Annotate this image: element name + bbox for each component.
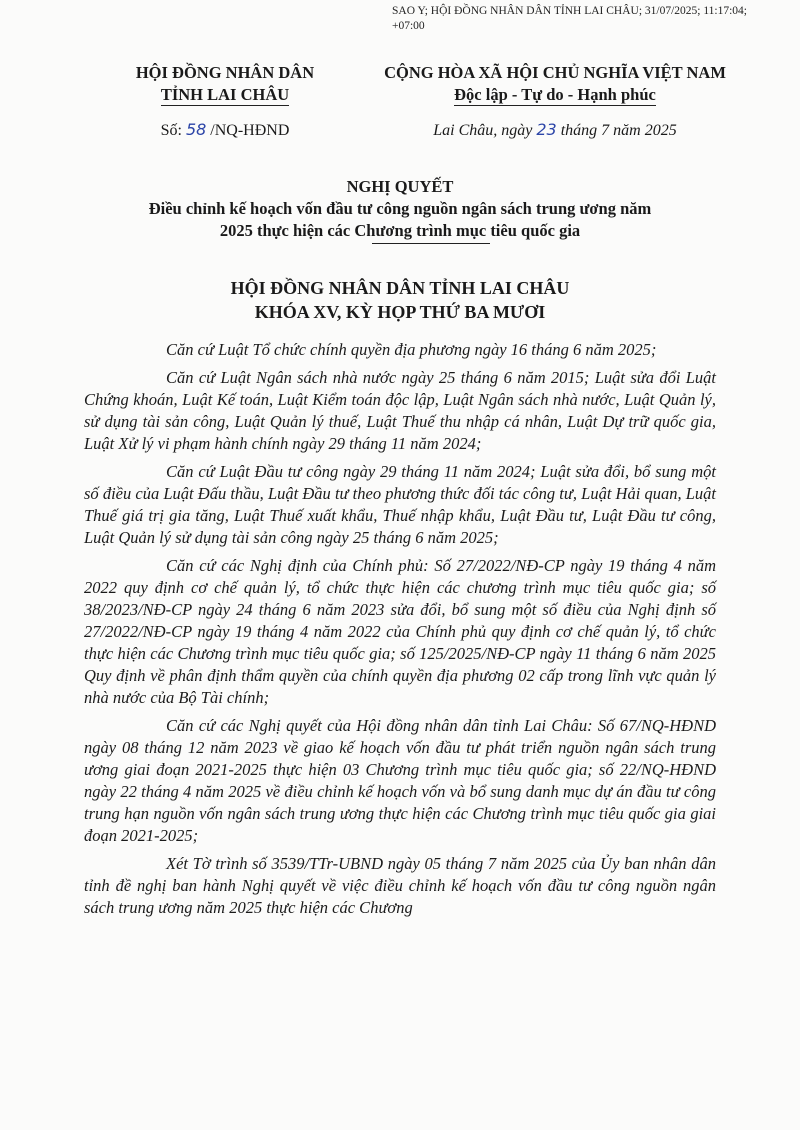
stamp-line-1: SAO Y; HỘI ĐỒNG NHÂN DÂN TỈNH LAI CHÂU; 31/07/2025; 11:17:04; bbox=[392, 5, 748, 17]
council-name: HỘI ĐỒNG NHÂN DÂN TỈNH LAI CHÂU bbox=[230, 278, 570, 298]
place-and-date bbox=[345, 120, 765, 140]
legal-basis-paragraph: Căn cứ Luật Tổ chức chính quyền địa phương ngày 16 tháng 6 năm 2025; bbox=[166, 340, 657, 359]
issuing-organization bbox=[100, 62, 350, 106]
document-number bbox=[100, 120, 350, 140]
organization-province: TỈNH LAI CHÂU bbox=[160, 85, 290, 104]
document-type: NGHỊ QUYẾT bbox=[346, 177, 454, 196]
council-session: KHÓA XV, KỲ HỌP THỨ BA MƯƠI bbox=[254, 302, 546, 322]
number-suffix: /NQ-HĐND bbox=[210, 122, 290, 139]
document-body bbox=[84, 339, 716, 925]
subtitle-line-2: 2025 thực hiện các Chương trình mục tiêu quốc gia bbox=[219, 221, 581, 240]
digital-copy-stamp bbox=[392, 4, 796, 34]
handwritten-day: 23 bbox=[536, 120, 557, 139]
legal-basis-paragraph: Căn cứ Luật Đầu tư công ngày 29 tháng 11 năm 2024; Luật sửa đổi, bổ sung một số điều của Luật Đấu thầu, Luật Đầu tư theo phương thức đối tác công tư, Luật Hải quan, Luật Thuế giá trị gia tăng, Luật Thuế xuất khẩu, Thuế nhập khẩu, Luật Đầu tư, Luật Đầu tư công, Luật Quản lý sử dụng tài sản công ngày 25 tháng 6 năm 2025; bbox=[84, 462, 716, 547]
document-title bbox=[60, 176, 740, 242]
date-suffix: tháng 7 năm 2025 bbox=[560, 122, 677, 139]
legal-basis-paragraph: Căn cứ Luật Ngân sách nhà nước ngày 25 tháng 6 năm 2015; Luật sửa đổi Luật Chứng khoán, Luật Kế toán, Luật Kiểm toán độc lập, Luật Ngân sách nhà nước, Luật Quản lý, sử dụng tài sản công, Luật Quản lý thuế, Luật Thuế thu nhập cá nhân, Luật Dự trữ quốc gia, Luật Xử lý vi phạm hành chính ngày 29 tháng 11 năm 2024; bbox=[84, 368, 716, 453]
country-name: CỘNG HÒA XÃ HỘI CHỦ NGHĨA VIỆT NAM bbox=[384, 63, 726, 82]
proposal-paragraph: Xét Tờ trình số 3539/TTr-UBND ngày 05 tháng 7 năm 2025 của Ủy ban nhân dân tỉnh đề nghị ban hành Nghị quyết về việc điều chỉnh kế hoạch vốn đầu tư công nguồn ngân sách trung ương năm 2025 thực hiện các Chương bbox=[84, 854, 716, 917]
council-heading bbox=[60, 276, 740, 324]
handwritten-number: 58 bbox=[185, 120, 207, 139]
stamp-line-2: +07:00 bbox=[392, 20, 425, 32]
legal-basis-paragraph: Căn cứ các Nghị định của Chính phủ: Số 27/2022/NĐ-CP ngày 19 tháng 4 năm 2022 quy định cơ chế quản lý, tổ chức thực hiện các chương trình mục tiêu quốc gia; số 38/2023/NĐ-CP ngày 24 tháng 6 năm 2023 sửa đổi, bổ sung một số điều của Nghị định số 27/2022/NĐ-CP ngày 19 tháng 4 năm 2022 của Chính phủ quy định cơ chế quản lý, tổ chức thực hiện các Chương trình mục tiêu quốc gia; số 125/2025/NĐ-CP ngày 11 tháng 6 năm 2025 Quy định về phân định thẩm quyền của chính quyền địa phương 02 cấp trong lĩnh vực quản lý nhà nước của Bộ Tài chính; bbox=[84, 556, 716, 707]
organization-name: HỘI ĐỒNG NHÂN DÂN bbox=[135, 63, 315, 82]
date-prefix: Lai Châu, ngày bbox=[433, 122, 533, 139]
legal-basis-paragraph: Căn cứ các Nghị quyết của Hội đồng nhân dân tỉnh Lai Châu: Số 67/NQ-HĐND ngày 08 tháng 12 năm 2023 về giao kế hoạch vốn đầu tư phát triển nguồn ngân sách trung ương giai đoạn 2021-2025 thực hiện 03 Chương trình mục tiêu quốc gia; số 22/NQ-HĐND ngày 22 tháng 4 năm 2025 về điều chỉnh kế hoạch vốn và bổ sung danh mục dự án đầu tư công trung hạn nguồn vốn ngân sách trung ương thực hiện các Chương trình mục tiêu quốc gia giai đoạn 2021-2025; bbox=[84, 716, 716, 845]
subtitle-line-1: Điều chỉnh kế hoạch vốn đầu tư công nguồn ngân sách trung ương năm bbox=[148, 199, 652, 218]
title-divider bbox=[372, 243, 490, 244]
national-motto bbox=[345, 62, 765, 106]
number-prefix: Số: bbox=[160, 122, 182, 139]
motto: Độc lập - Tự do - Hạnh phúc bbox=[454, 85, 656, 104]
